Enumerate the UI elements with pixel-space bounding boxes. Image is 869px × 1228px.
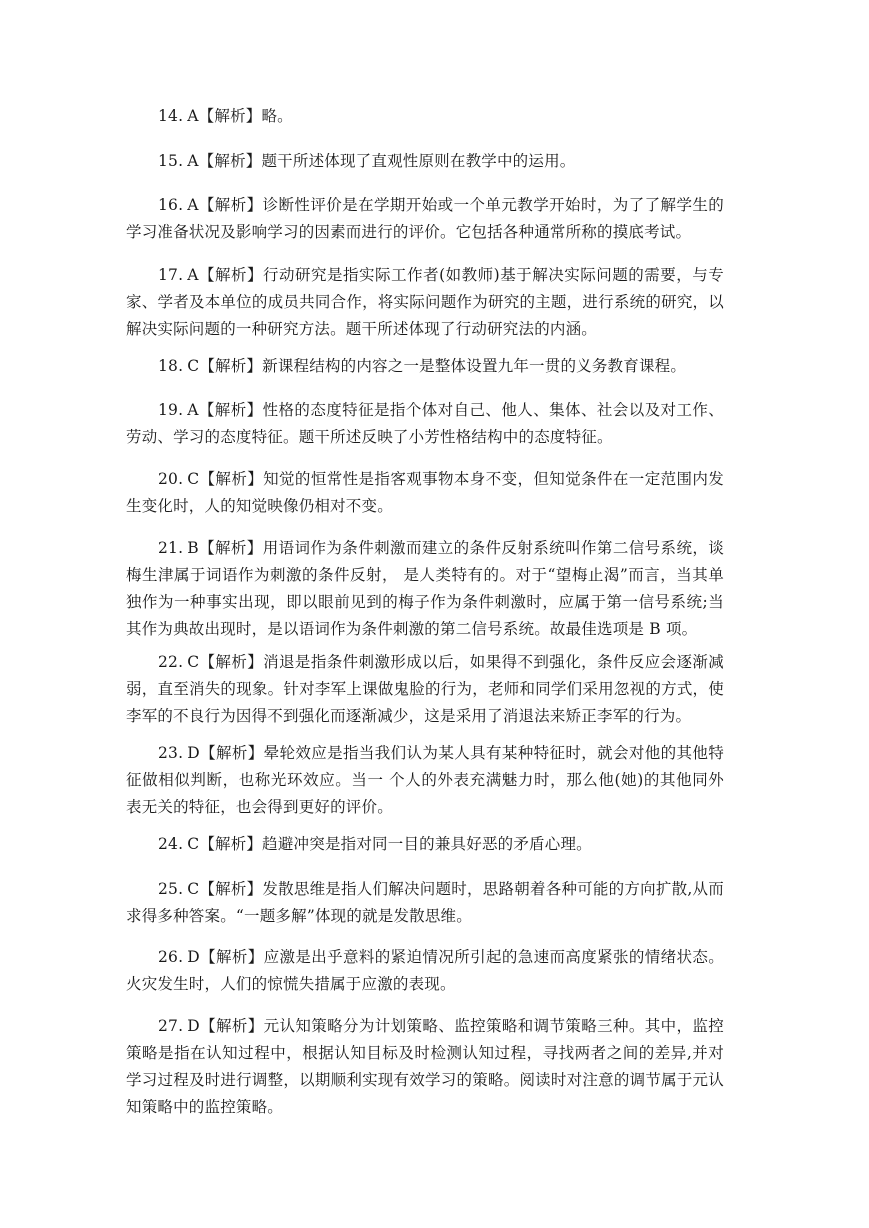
item-tag: 【解析】: [199, 948, 264, 966]
answer-item-14: [126, 103, 724, 130]
item-text: 性格的态度特征是指个体对自己、他人、集体、社会以及对工作、劳动、学习的态度特征。题干所述反映了小芳性格结构中的态度特征。: [126, 401, 724, 446]
item-text: 元认知策略分为计划策略、监控策略和调节策略三种。其中，监控策略是指在认知过程中，根据认知目标及时检测认知过程，寻找两者之间的差异,并对学习过程及时进行调整，以期顺利实现有效学习的策略。阅读时对注意的调节属于元认知策略中的监控策略。: [126, 1017, 724, 1116]
answer-item-15: [126, 148, 724, 175]
item-answer: C: [187, 880, 200, 898]
item-number: 23.: [158, 744, 184, 762]
item-answer: C: [187, 357, 200, 375]
item-number: 14.: [158, 107, 184, 125]
answer-item-25: [126, 876, 724, 930]
item-number: 15.: [158, 152, 184, 170]
answer-item-18: [126, 353, 724, 380]
item-number: 25.: [158, 880, 184, 898]
answer-item-20: [126, 466, 724, 520]
item-answer: A: [187, 152, 199, 170]
answer-item-27: [126, 1013, 724, 1121]
answer-item-19: [126, 397, 724, 451]
item-tag: 【解析】: [198, 401, 263, 419]
item-number: 21.: [158, 539, 184, 557]
item-answer: A: [187, 266, 199, 284]
item-number: 24.: [158, 835, 184, 853]
item-answer: D: [187, 948, 200, 966]
item-tag: 【解析】: [199, 470, 264, 488]
item-text: 发散思维是指人们解决问题时，思路朝着各种可能的方向扩散,从而求得多种答案。“一题多解”体现的就是发散思维。: [126, 880, 724, 925]
item-text: 略。: [261, 107, 293, 125]
item-answer: D: [187, 744, 200, 762]
item-tag: 【解析】: [198, 539, 263, 557]
item-answer: C: [187, 653, 200, 671]
item-answer: B: [187, 539, 199, 557]
item-tag: 【解析】: [198, 152, 262, 170]
answer-item-23: [126, 740, 724, 821]
item-tag: 【解析】: [198, 196, 263, 214]
answer-item-16: [126, 192, 724, 246]
answer-item-24: [126, 831, 724, 858]
answer-item-21: [126, 535, 724, 643]
item-number: 26.: [158, 948, 184, 966]
item-text: 消退是指条件刺激形成以后，如果得不到强化，条件反应会逐渐减弱，直至消失的现象。针对李军上课做鬼脸的行为，老师和同学们采用忽视的方式，使李军的不良行为因得不到强化而逐渐减少，这是采用了消退法来矫正李军的行为。: [126, 653, 724, 725]
item-text: 题干所述体现了直观性原则在教学中的运用。: [261, 152, 576, 170]
item-text: 行动研究是指实际工作者(如教师)基于解决实际问题的需要，与专家、学者及本单位的成员共同合作，将实际问题作为研究的主题，进行系统的研究，以解决实际问题的一种研究方法。题干所述体现了行动研究法的内涵。: [126, 266, 724, 338]
item-number: 17.: [158, 266, 184, 284]
item-tag: 【解析】: [198, 266, 264, 284]
item-number: 20.: [158, 470, 184, 488]
answer-item-26: [126, 944, 724, 998]
item-tag: 【解析】: [199, 835, 263, 853]
item-number: 22.: [158, 653, 184, 671]
item-tag: 【解析】: [199, 880, 263, 898]
item-text: 晕轮效应是指当我们认为某人具有某种特征时，就会对他的其他特征做相似判断，也称光环效应。当一 个人的外表充满魅力时，那么他(她)的其他同外表无关的特征，也会得到更好的评价。: [126, 744, 724, 816]
item-text: 趋避冲突是指对同一目的兼具好恶的矛盾心理。: [262, 835, 592, 853]
item-answer: C: [187, 470, 200, 488]
item-text: 知觉的恒常性是指客观事物本身不变，但知觉条件在一定范围内发生变化时，人的知觉映像仍相对不变。: [126, 470, 724, 515]
item-tag: 【解析】: [198, 107, 262, 125]
item-answer: C: [187, 835, 200, 853]
item-tag: 【解析】: [199, 357, 263, 375]
item-answer: A: [187, 196, 199, 214]
item-text: 用语词作为条件刺激而建立的条件反射系统叫作第二信号系统，谈梅生津属于词语作为刺激的条件反射， 是人类特有的。对于“望梅止渴”而言，当其单独作为一种事实出现，即以眼前见到的梅子作为条件刺激时，应属于第一信号系统;当其作为典故出现时，是以语词作为条件刺激的第二信号系统。故最佳选项是 B 项。: [126, 539, 724, 638]
answer-item-22: [126, 649, 724, 730]
item-answer: D: [187, 1017, 200, 1035]
item-text: 应激是出乎意料的紧迫情况所引起的急速而高度紧张的情绪状态。火灾发生时，人们的惊慌失措属于应激的表现。: [126, 948, 724, 993]
item-number: 18.: [158, 357, 184, 375]
item-answer: A: [187, 401, 199, 419]
item-text: 诊断性评价是在学期开始或一个单元教学开始时，为了了解学生的学习准备状况及影响学习的因素而进行的评价。它包括各种通常所称的摸底考试。: [126, 196, 724, 241]
item-answer: A: [187, 107, 199, 125]
item-number: 27.: [158, 1017, 184, 1035]
item-number: 19.: [158, 401, 184, 419]
item-tag: 【解析】: [199, 1017, 264, 1035]
item-tag: 【解析】: [199, 744, 264, 762]
answer-item-17: [126, 262, 724, 343]
item-tag: 【解析】: [199, 653, 264, 671]
item-text: 新课程结构的内容之一是整体设置九年一贯的义务教育课程。: [262, 357, 687, 375]
item-number: 16.: [158, 196, 184, 214]
